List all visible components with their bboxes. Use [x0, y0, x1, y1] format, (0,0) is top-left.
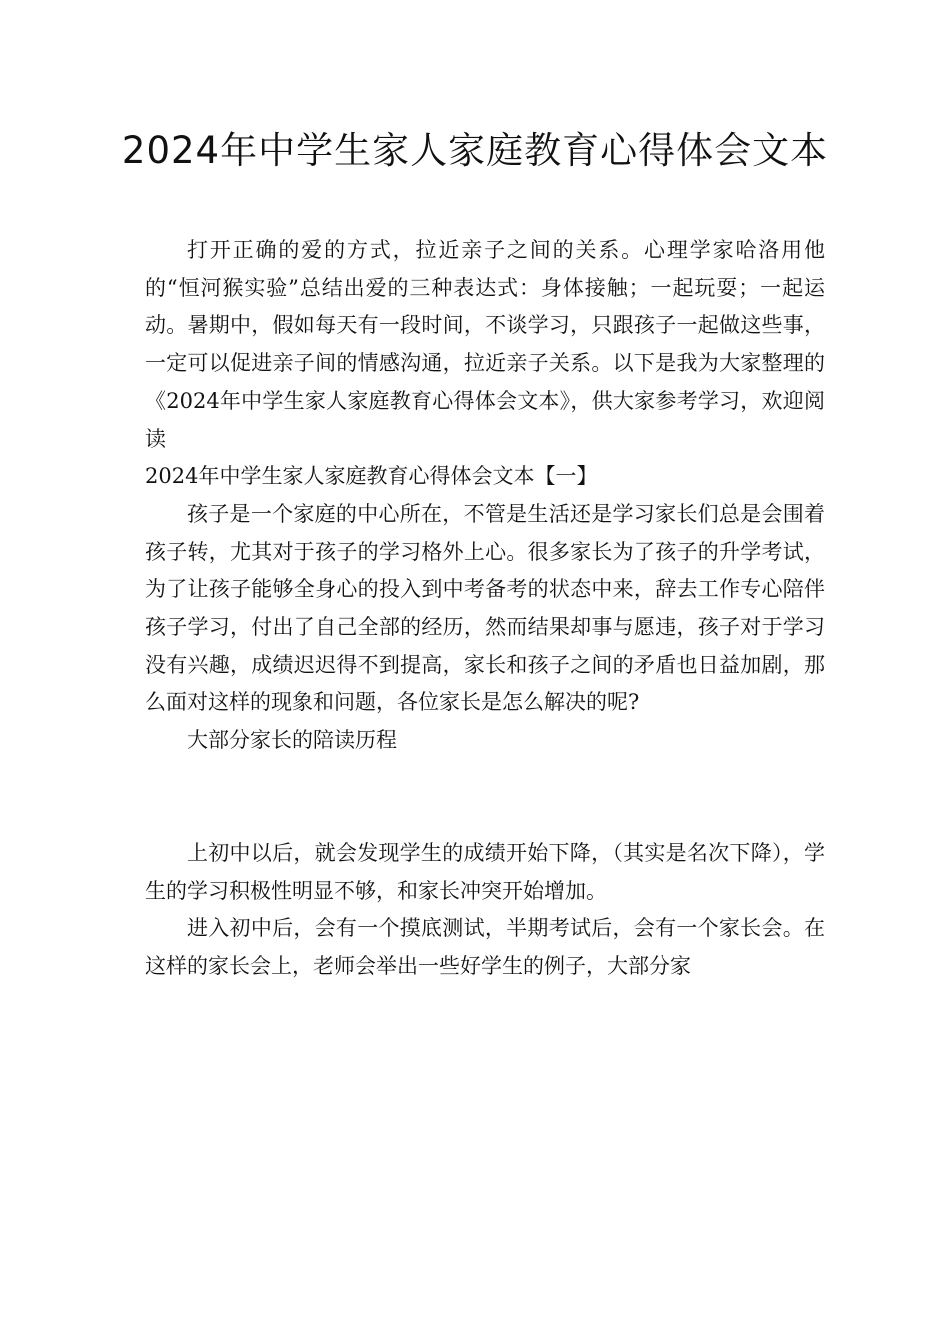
document-title: 2024年中学生家人家庭教育心得体会文本	[121, 129, 829, 172]
section-heading: 2024年中学生家人家庭教育心得体会文本【一】	[145, 464, 598, 489]
document-body	[145, 232, 825, 986]
body-paragraph: 孩子是一个家庭的中心所在，不管是生活还是学习家长们总是会围着孩子转，尤其对于孩子的学习格外上心。很多家长为了孩子的升学考试，为了让孩子能够全身心的投入到中考备考的状态中来，辞去工作专心陪伴孩子学习，付出了自己全部的经历，然而结果却事与愿违，孩子对于学习没有兴趣，成绩迟迟得不到提高，家长和孩子之间的矛盾也日益加剧，那么面对这样的现象和问题，各位家长是怎么解决的呢?	[145, 501, 825, 715]
body-paragraph: 进入初中后，会有一个摸底测试，半期考试后，会有一个家长会。在这样的家长会上，老师会举出一些好学生的例子，大部分家	[145, 916, 825, 978]
body-paragraph: 上初中以后，就会发现学生的成绩开始下降，（其实是名次下降），学生的学习积极性明显不够，和家长冲突开始增加。	[145, 840, 825, 903]
blank-line	[145, 760, 825, 835]
intro-paragraph: 打开正确的爱的方式，拉近亲子之间的关系。心理学家哈洛用他的“恒河猴实验”总结出爱的三种表达式：身体接触；一起玩耍；一起运动。暑期中，假如每天有一段时间，不谈学习，只跟孩子一起做这些事，一定可以促进亲子间的情感沟通，拉近亲子关系。以下是我为大家整理的《2024年中学生家人家庭教育心得体会文本》，供大家参考学习，欢迎阅读	[145, 238, 825, 451]
subheading: 大部分家长的陪读历程	[187, 728, 397, 753]
